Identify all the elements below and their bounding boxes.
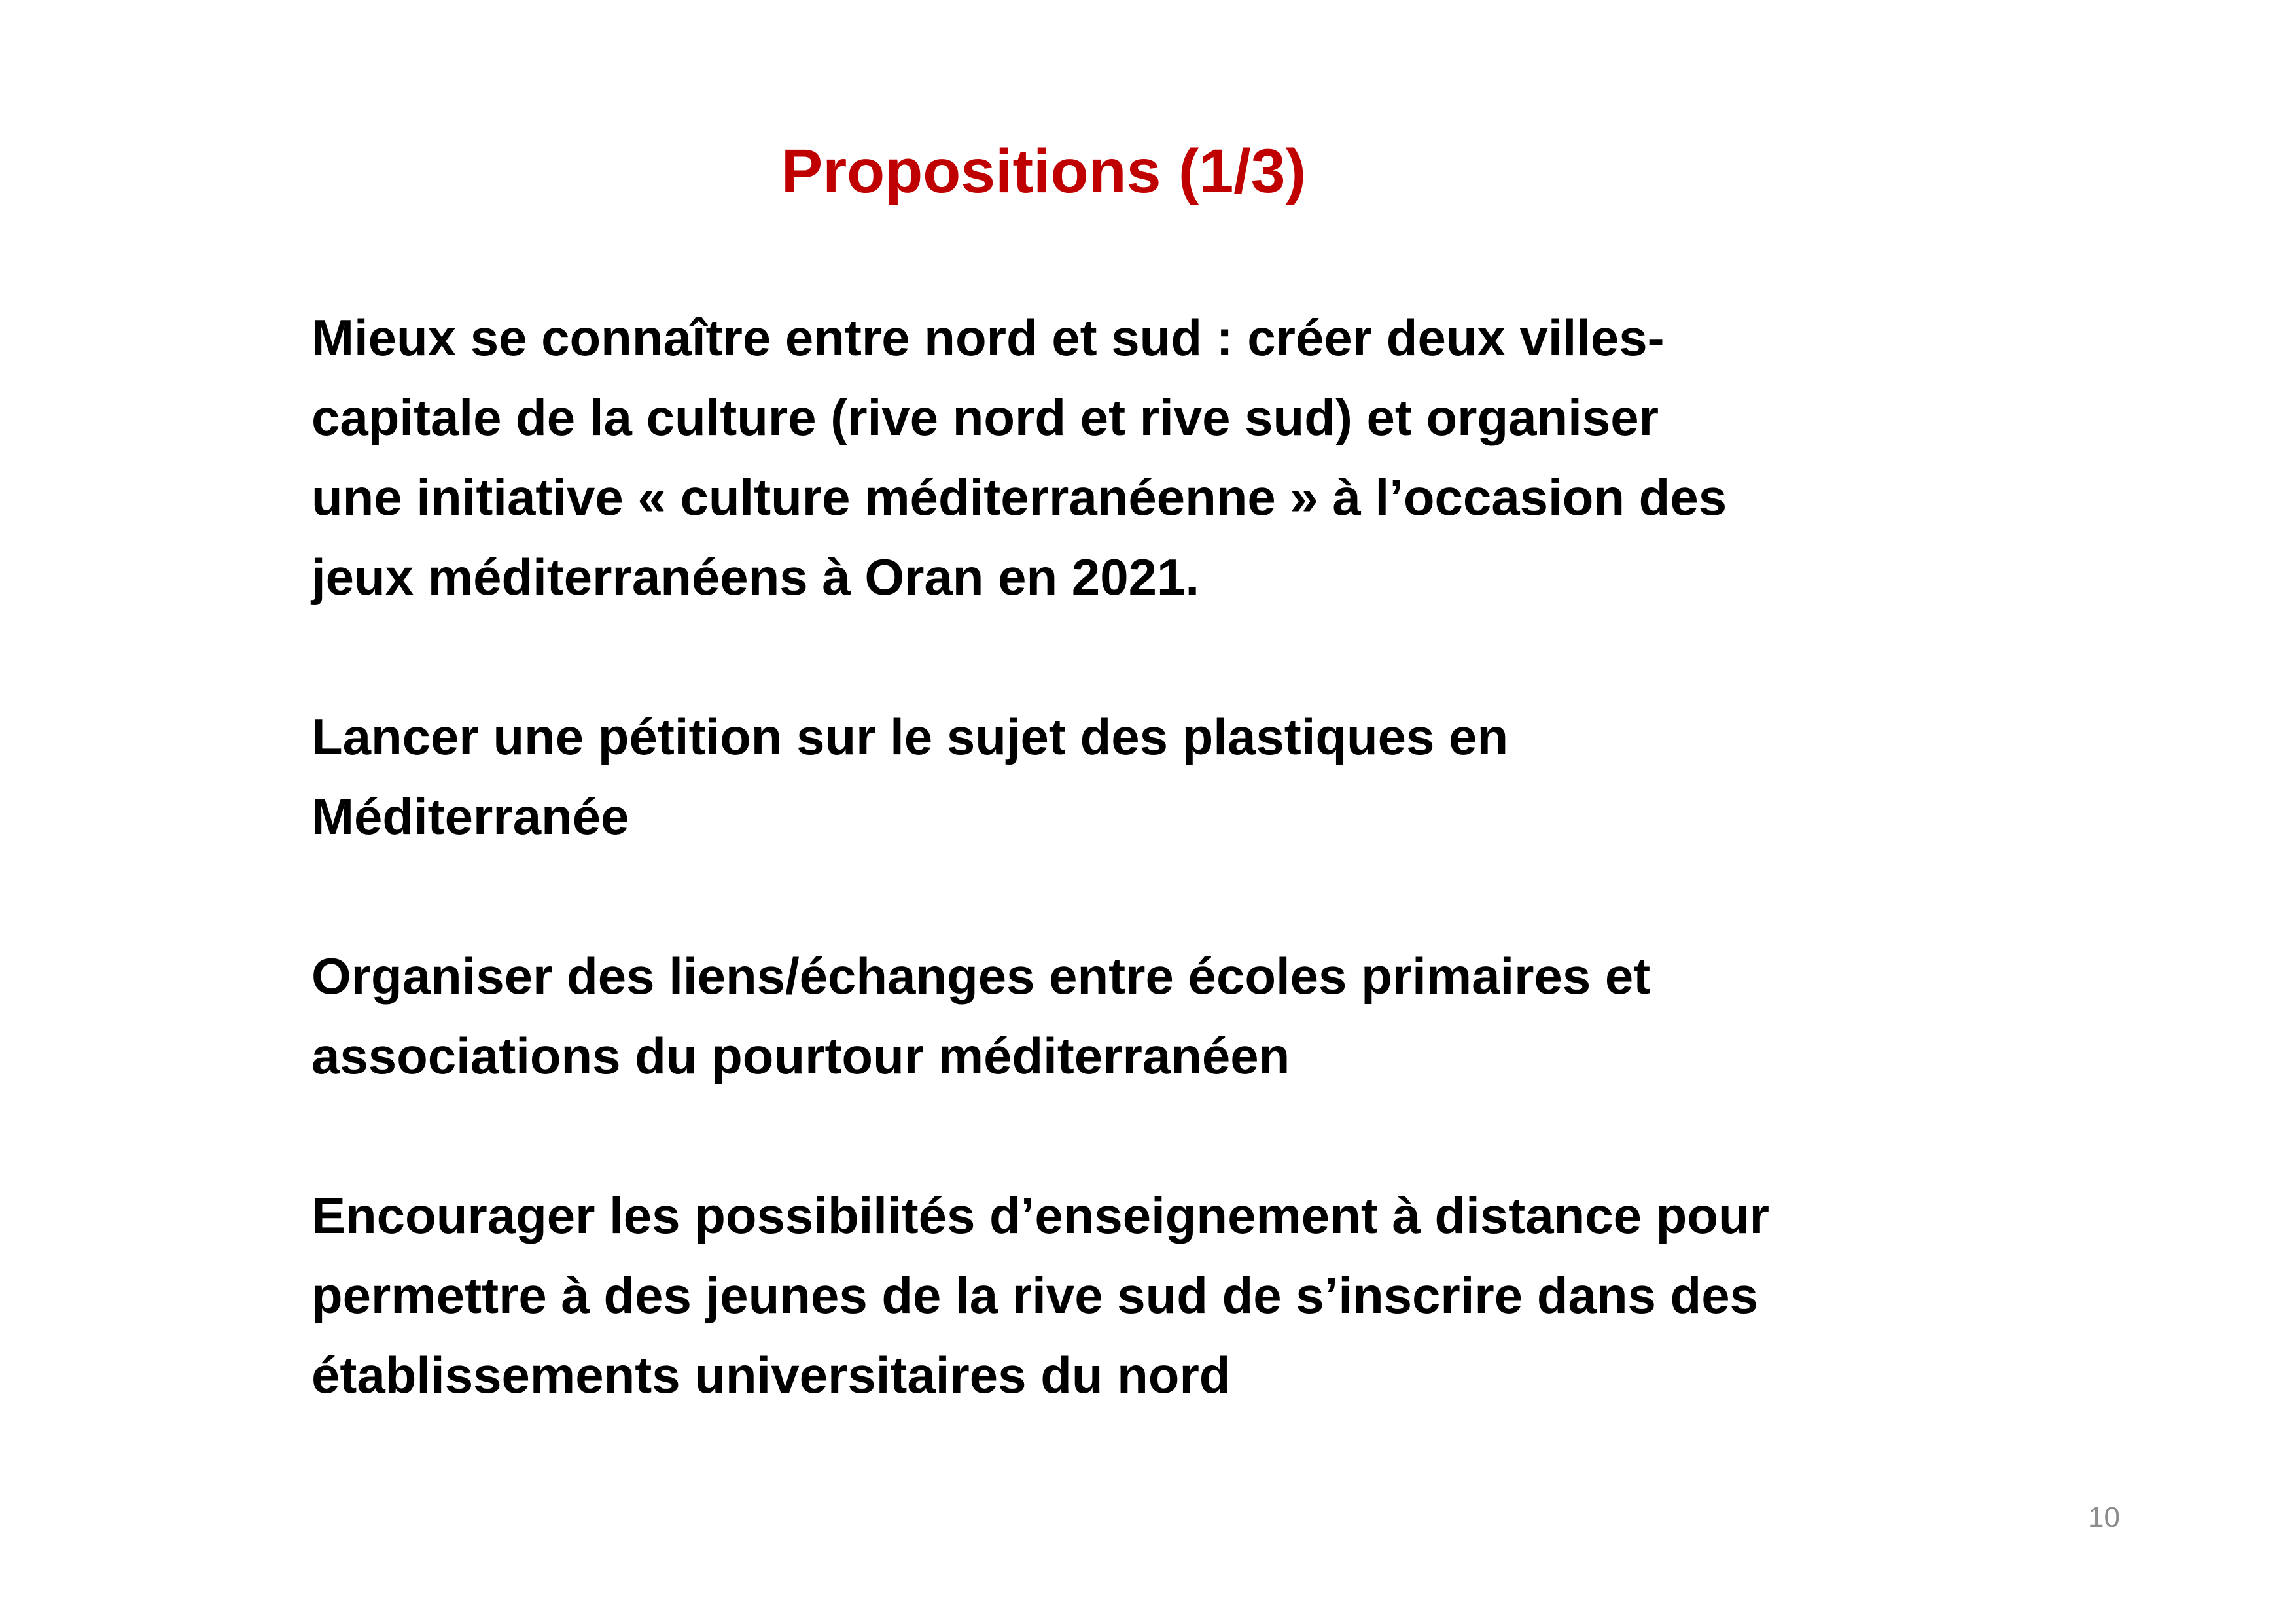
slide-title: Propositions (1/3) bbox=[781, 137, 1307, 206]
paragraph-line: une initiative « culture méditerranéenne » à l’occasion des bbox=[311, 468, 1727, 526]
paragraph-line: Lancer une pétition sur le sujet des plastiques en bbox=[311, 708, 1509, 765]
paragraph-line: capitale de la culture (rive nord et rive sud) et organiser bbox=[311, 389, 1659, 446]
paragraph-line: Méditerranée bbox=[311, 788, 629, 845]
proposition-paragraph-3 bbox=[311, 936, 1947, 1096]
proposition-paragraph-4 bbox=[311, 1176, 1947, 1415]
paragraph-line: Mieux se connaître entre nord et sud : créer deux villes- bbox=[311, 309, 1665, 366]
paragraph-line: permettre à des jeunes de la rive sud de s’inscrire dans des bbox=[311, 1266, 1758, 1324]
page-number: 10 bbox=[2088, 1501, 2120, 1533]
paragraph-line: Organiser des liens/échanges entre écoles primaires et bbox=[311, 947, 1651, 1005]
slide-body bbox=[311, 298, 1947, 1495]
paragraph-line: associations du pourtour méditerranéen bbox=[311, 1027, 1290, 1085]
paragraph-line: Encourager les possibilités d’enseignement à distance pour bbox=[311, 1187, 1769, 1244]
proposition-paragraph-2 bbox=[311, 697, 1947, 856]
paragraph-line: jeux méditerranéens à Oran en 2021. bbox=[311, 548, 1200, 606]
proposition-paragraph-1 bbox=[311, 298, 1947, 617]
paragraph-line: établissements universitaires du nord bbox=[311, 1346, 1231, 1404]
